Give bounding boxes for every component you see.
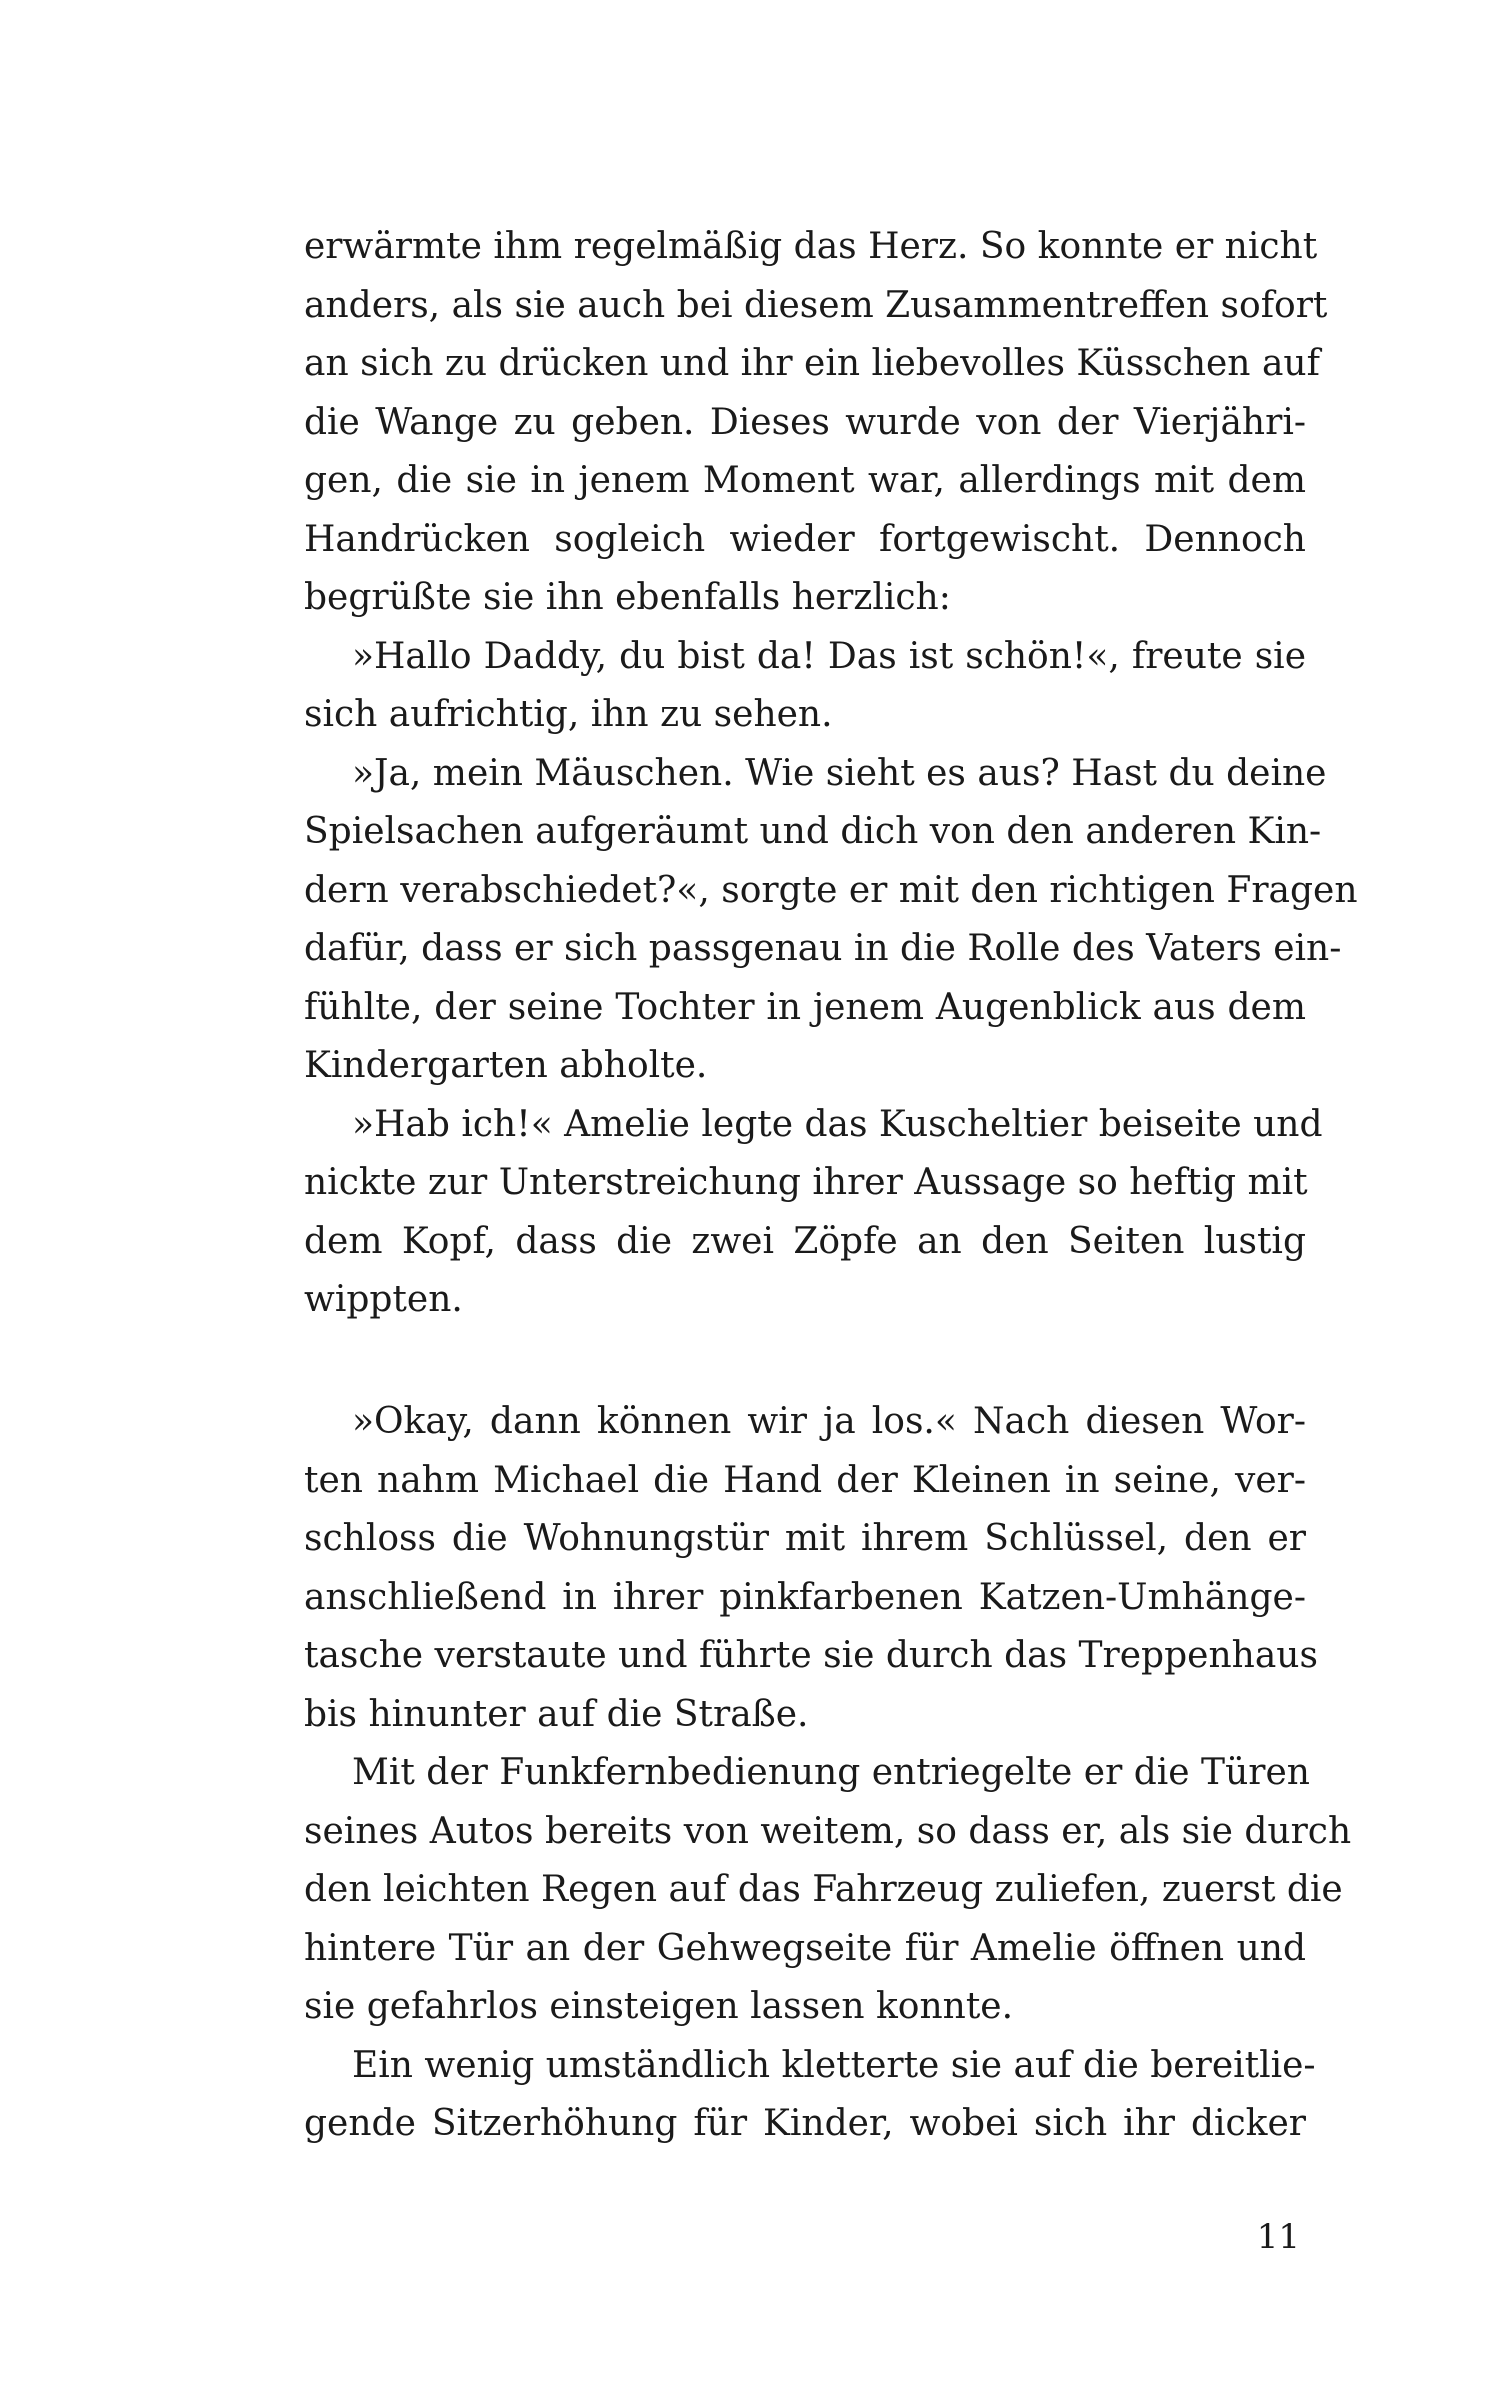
text-line: dem Kopf, dass die zwei Zöpfe an den Seiten lustig: [304, 1220, 1306, 1262]
text-line: dern verabschiedet?«, sorgte er mit den richtigen Fragen: [304, 869, 1358, 911]
text-line: ten nahm Michael die Hand der Kleinen in seine, ver-: [304, 1459, 1306, 1501]
text-line: Spielsachen aufgeräumt und dich von den anderen Kin-: [304, 811, 1322, 852]
text-line: »Ja, mein Mäuschen. Wie sieht es aus? Hast du deine: [352, 752, 1327, 794]
text-line: anschließend in ihrer pinkfarbenen Katzen-Umhänge-: [304, 1576, 1306, 1618]
text-line: dafür, dass er sich passgenau in die Rolle des Vaters ein-: [304, 928, 1342, 969]
text-line: sich aufrichtig, ihn zu sehen.: [304, 694, 833, 735]
text-line: Ein wenig umständlich kletterte sie auf die bereitlie-: [352, 2044, 1316, 2086]
page-number: 11: [1256, 2217, 1300, 2257]
text-line: hintere Tür an der Gehwegseite für Amelie öffnen und: [304, 1927, 1306, 1969]
text-line: anders, als sie auch bei diesem Zusammentreffen sofort: [304, 284, 1328, 326]
text-line: begrüßte sie ihn ebenfalls herzlich:: [304, 577, 951, 618]
text-block-lower: [304, 1393, 1352, 2154]
text-line: seines Autos bereits von weitem, so dass er, als sie durch: [304, 1810, 1352, 1852]
text-line: fühlte, der seine Tochter in jenem Augenblick aus dem: [304, 986, 1306, 1028]
text-line: Handrücken sogleich wieder fortgewischt. Dennoch: [304, 518, 1306, 560]
text-line: gen, die sie in jenem Moment war, allerdings mit dem: [304, 460, 1306, 501]
text-line: bis hinunter auf die Straße.: [304, 1693, 809, 1735]
text-line: sie gefahrlos einsteigen lassen konnte.: [304, 1986, 1014, 2027]
text-line: gende Sitzerhöhung für Kinder, wobei sich ihr dicker: [304, 2103, 1306, 2144]
text-line: die Wange zu geben. Dieses wurde von der Vierjähri-: [304, 401, 1306, 443]
text-block-upper: [304, 218, 1358, 1330]
text-line: erwärmte ihm regelmäßig das Herz. So konnte er nicht: [304, 226, 1318, 267]
text-line: schloss die Wohnungstür mit ihrem Schlüssel, den er: [304, 1518, 1306, 1559]
text-line: Mit der Funkfernbedienung entriegelte er die Türen: [352, 1752, 1310, 1793]
text-line: »Okay, dann können wir ja los.« Nach diesen Wor-: [352, 1401, 1306, 1442]
text-line: an sich zu drücken und ihr ein liebevolles Küsschen auf: [304, 343, 1320, 384]
text-line: den leichten Regen auf das Fahrzeug zuliefen, zuerst die: [304, 1869, 1343, 1910]
text-line: »Hab ich!« Amelie legte das Kuscheltier beiseite und: [352, 1103, 1323, 1145]
text-line: nickte zur Unterstreichung ihrer Aussage so heftig mit: [304, 1162, 1308, 1203]
text-line: wippten.: [304, 1279, 463, 1320]
text-line: Kindergarten abholte.: [304, 1045, 708, 1086]
text-line: »Hallo Daddy, du bist da! Das ist schön!«, freute sie: [352, 635, 1306, 677]
text-line: tasche verstaute und führte sie durch das Treppenhaus: [304, 1635, 1318, 1676]
